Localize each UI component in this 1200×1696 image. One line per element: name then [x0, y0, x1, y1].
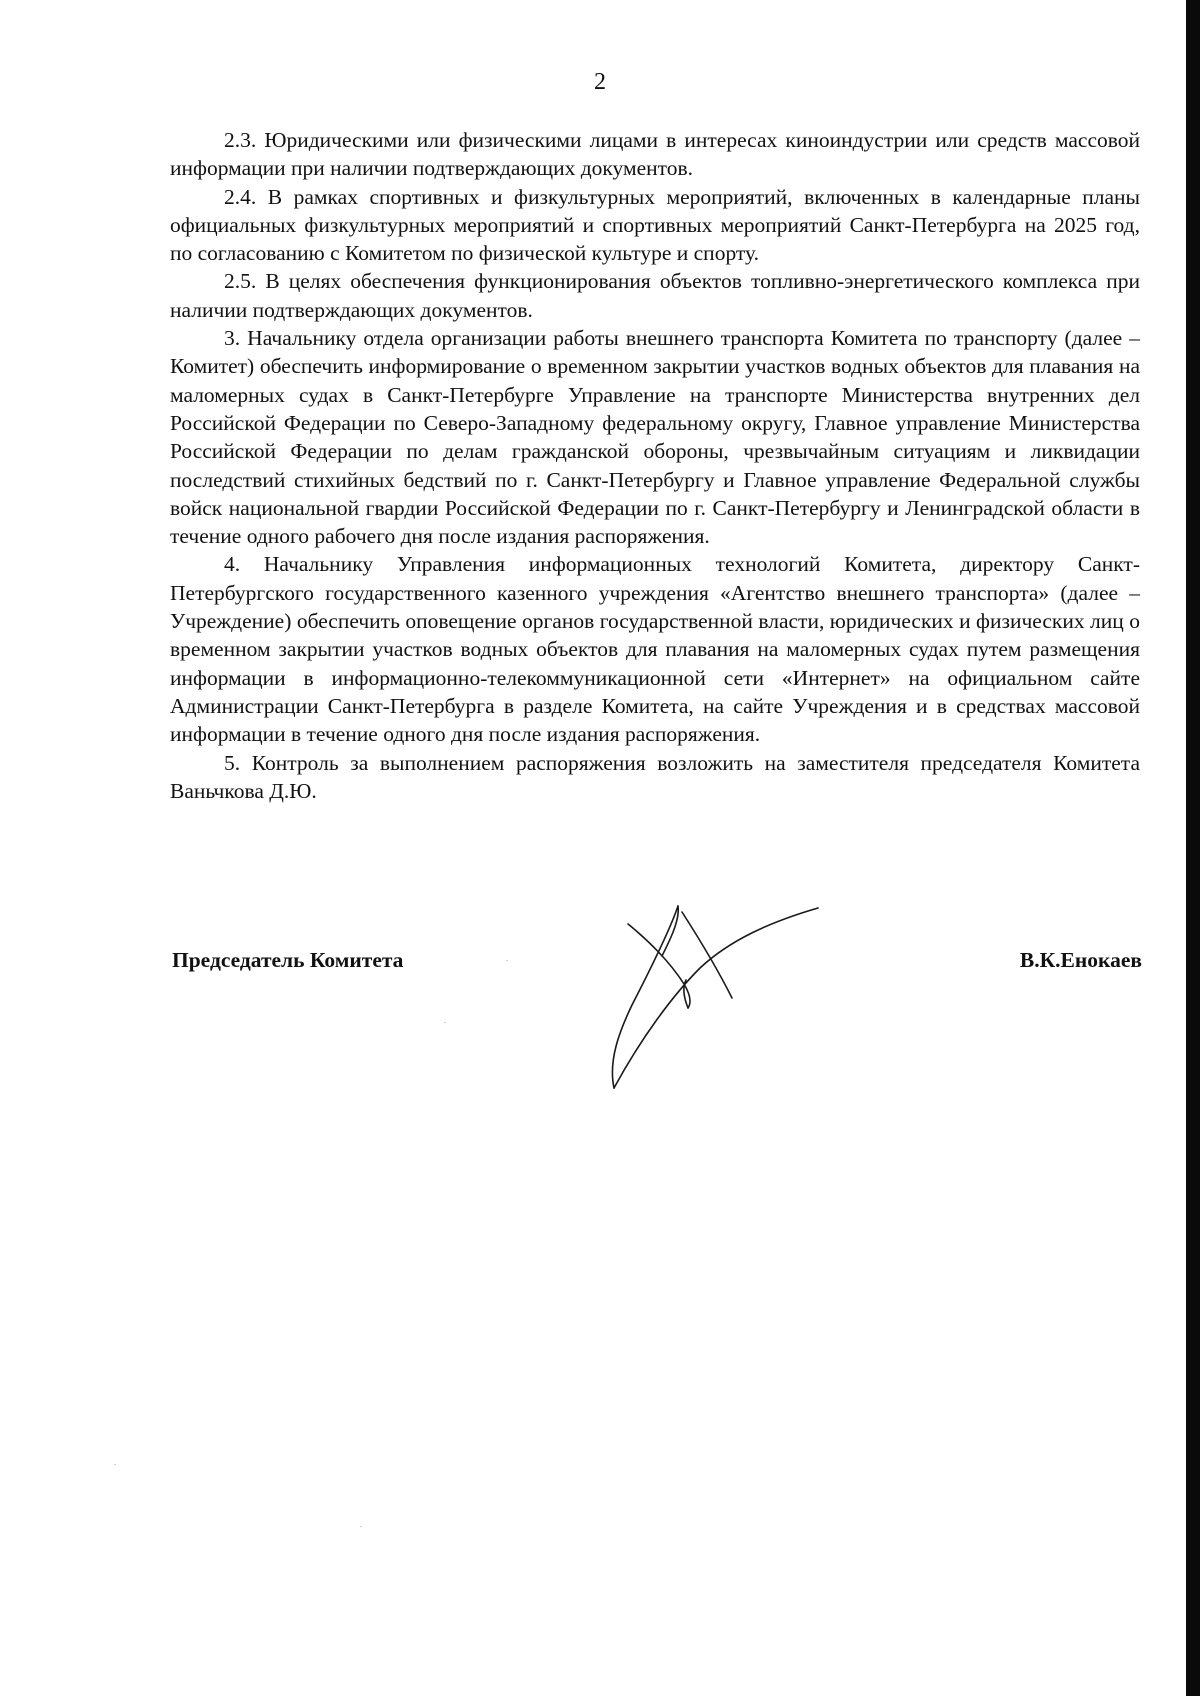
document-body: [170, 126, 1140, 805]
paragraph-2-4: 2.4. В рамках спортивных и физкультурных мероприятий, включенных в календарные планы официальных физкультурных мероприятий и спортивных мероприятий Санкт-Петербурга на 2025 год, по согласованию с Комитетом по физической культуре и спорту.: [170, 184, 1140, 266]
scan-speck: [360, 1526, 362, 1527]
paragraph-5: 5. Контроль за выполнением распоряжения возложить на заместителя председателя Комитета Ваньчкова Д.Ю.: [170, 750, 1140, 803]
signatory-name: В.К.Енокаев: [1019, 948, 1142, 972]
signatory-title: Председатель Комитета: [172, 948, 404, 972]
scan-edge-bar: [1186, 0, 1200, 1696]
paragraph-2-5: 2.5. В целях обеспечения функционирования объектов топливно-энергетического комплекса при наличии подтверждающих документов.: [170, 269, 1140, 322]
scan-speck: [114, 1464, 116, 1465]
scan-speck: [444, 1022, 446, 1023]
scan-speck: [506, 960, 508, 961]
handwritten-signature: [600, 900, 830, 1100]
paragraph-2-3: 2.3. Юридическими или физическими лицами в интересах киноиндустрии или средств массовой информации при наличии подтверждающих документов.: [170, 128, 1140, 181]
paragraph-3: 3. Начальнику отдела организации работы внешнего транспорта Комитета по транспорту (далее – Комитет) обеспечить информирование о временном закрытии участков водных объектов для плавания на маломерных судах в Санкт-Петербурге Управление на транспорте Министерства внутренних дел Российской Федерации по Северо-Западному федеральному округу, Главное управление Министерства Российской Федерации по делам гражданской обороны, чрезвычайным ситуациям и ликвидации последствий стихийных бедствий по г. Санкт-Петербургу и Главное управление Федеральной службы войск национальной гвардии Российской Федерации по г. Санкт-Петербургу и Ленинградской области в течение одного рабочего дня после издания распоряжения.: [170, 326, 1140, 549]
paragraph-4: 4. Начальнику Управления информационных технологий Комитета, директору Санкт-Петербургского государственного казенного учреждения «Агентство внешнего транспорта» (далее – Учреждение) обеспечить оповещение органов государственной власти, юридических и физических лиц о временном закрытии участков водных объектов для плавания на маломерных судах путем размещения информации в информационно-телекоммуникационной сети «Интернет» на официальном сайте Администрации Санкт-Петербурга в разделе Комитета, на сайте Учреждения и в средствах массовой информации в течение одного дня после издания распоряжения.: [170, 552, 1140, 747]
page-number: 2: [594, 69, 606, 95]
